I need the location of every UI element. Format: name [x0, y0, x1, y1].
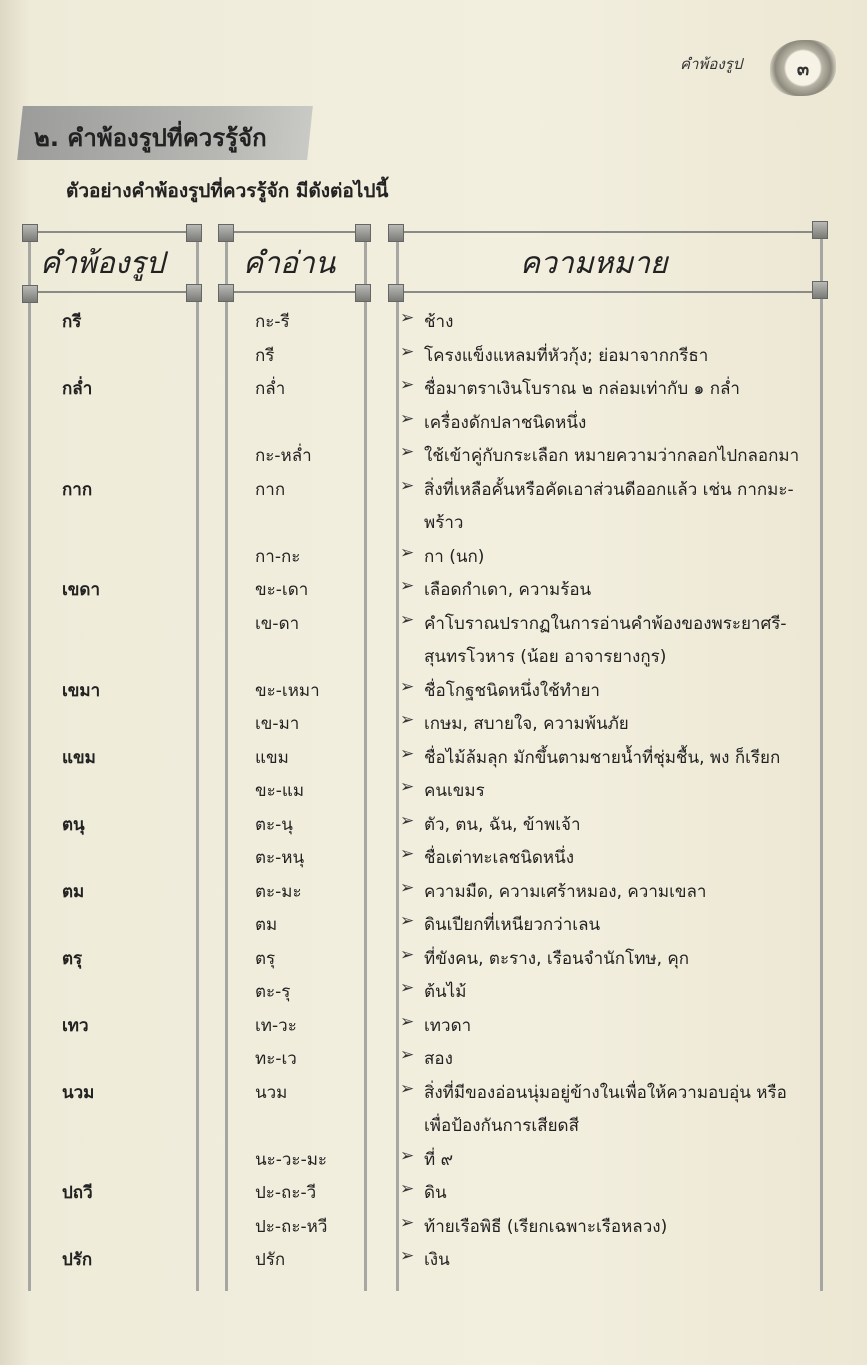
homograph-word: นวม	[62, 1082, 95, 1103]
header-bottom-rule	[29, 291, 197, 293]
reading: ขะ-แม	[255, 781, 305, 801]
page-number: ๓	[796, 58, 810, 80]
table-row	[0, 475, 867, 533]
arrow-bullet-icon: ➢	[400, 576, 415, 596]
table-row	[0, 409, 867, 443]
table-row	[0, 576, 867, 610]
reading: กาก	[255, 479, 286, 500]
section-title: ๒. คำพ้องรูปที่ควรรู้จัก	[34, 124, 267, 152]
arrow-bullet-icon: ➢	[400, 542, 415, 563]
corner-ornament	[22, 224, 38, 242]
table-row	[0, 543, 867, 577]
arrow-bullet-icon: ➢	[400, 911, 415, 931]
reading: เข-ดา	[255, 613, 300, 634]
corner-ornament	[812, 221, 828, 239]
header-bottom-rule	[397, 291, 822, 293]
arrow-bullet-icon: ➢	[400, 1011, 415, 1032]
table-row	[0, 710, 867, 744]
table-row	[0, 945, 867, 979]
homograph-word: ตนุ	[62, 814, 85, 835]
reading: ขะ-เหมา	[255, 680, 320, 701]
arrow-bullet-icon: ➢	[400, 475, 415, 496]
meaning-text: คำโบราณปรากฏในการอ่านคำพ้องของพระยาศรี-	[424, 613, 787, 634]
reading: ปะ-ถะ-วี	[255, 1183, 317, 1203]
meaning-text: สิ่งที่เหลือคั้นหรือคัดเอาส่วนดีออกแล้ว เช่น กากมะ-	[424, 479, 794, 500]
reading: กะ-หล่ำ	[255, 446, 312, 466]
meaning-text: สิ่งที่มีของอ่อนนุ่มอยู่ข้างในเพื่อให้ความอบอุ่น หรือ	[424, 1082, 787, 1103]
table-row	[0, 1146, 867, 1180]
reading: นะ-วะ-มะ	[255, 1149, 328, 1170]
header-bottom-rule	[226, 291, 365, 293]
meaning-text: กา (นก)	[424, 546, 485, 567]
table-row	[0, 609, 867, 667]
table-row	[0, 1246, 867, 1280]
corner-ornament	[388, 284, 404, 302]
corner-ornament	[355, 284, 371, 302]
homograph-word: ปถวี	[62, 1183, 93, 1203]
reading: ตะ-นุ	[255, 814, 293, 835]
arrow-bullet-icon: ➢	[400, 844, 415, 864]
meaning-text: สุนทรโวหาร (น้อย อาจารยางกูร)	[424, 647, 667, 667]
table-row	[0, 308, 867, 342]
table-row	[0, 844, 867, 878]
meaning-text: ความมืด, ความเศร้าหมอง, ความเขลา	[424, 881, 707, 902]
reading: ตม	[255, 915, 278, 935]
arrow-bullet-icon: ➢	[400, 710, 415, 730]
meaning-text: โครงแข็งแหลมที่หัวกุ้ง; ย่อมาจากกรีธา	[424, 345, 709, 366]
meaning-text: ท้ายเรือพิธี (เรียกเฉพาะเรือหลวง)	[424, 1216, 668, 1237]
arrow-bullet-icon: ➢	[400, 1145, 415, 1166]
arrow-bullet-icon: ➢	[400, 1179, 415, 1199]
table-row	[0, 442, 867, 476]
arrow-bullet-icon: ➢	[400, 1212, 415, 1233]
reading: ตรุ	[255, 948, 276, 969]
reading: ตะ-มะ	[255, 881, 302, 902]
header-top-rule	[397, 231, 822, 233]
corner-ornament	[355, 224, 371, 242]
header-top-rule	[226, 231, 365, 233]
reading: กา-กะ	[255, 546, 301, 567]
reading: ตะ-หนุ	[255, 848, 305, 868]
page-number-ornament	[770, 40, 836, 96]
meaning-text: เครื่องดักปลาชนิดหนึ่ง	[424, 412, 587, 433]
homograph-word: ปรัก	[62, 1250, 93, 1270]
intro-text: ตัวอย่างคำพ้องรูปที่ควรรู้จัก มีดังต่อไปนี้	[66, 180, 389, 202]
corner-ornament	[186, 284, 202, 302]
arrow-bullet-icon: ➢	[400, 375, 415, 395]
reading: ปะ-ถะ-หวี	[255, 1216, 328, 1237]
meaning-text: ตัว, ตน, ฉัน, ข้าพเจ้า	[424, 814, 581, 835]
meaning-text: เกษม, สบายใจ, ความพ้นภัย	[424, 714, 629, 734]
reading: เข-มา	[255, 714, 300, 734]
table-row	[0, 1045, 867, 1079]
corner-ornament	[218, 224, 234, 242]
table-row	[0, 744, 867, 778]
arrow-bullet-icon: ➢	[400, 810, 415, 831]
homograph-word: เทว	[62, 1015, 89, 1036]
meaning-text: ชื่อไม้ล้มลุก มักขึ้นตามชายน้ำที่ชุ่มชื้น, พง ก็เรียก	[424, 747, 781, 768]
meaning-text: ช้าง	[424, 312, 454, 332]
homograph-word: กล่ำ	[62, 379, 93, 399]
arrow-bullet-icon: ➢	[400, 442, 415, 462]
arrow-bullet-icon: ➢	[400, 408, 415, 429]
homograph-word: เขมา	[62, 680, 101, 701]
header-meaning: ความหมาย	[520, 246, 668, 281]
arrow-bullet-icon: ➢	[400, 1246, 415, 1266]
arrow-bullet-icon: ➢	[400, 1078, 415, 1099]
corner-ornament	[186, 224, 202, 242]
meaning-text: เทวดา	[424, 1015, 472, 1036]
meaning-text: ดิน	[424, 1183, 447, 1203]
meaning-text: เลือดกำเดา, ความร้อน	[424, 580, 592, 600]
table-row	[0, 342, 867, 376]
running-head: คำพ้องรูป	[680, 55, 743, 73]
table-row	[0, 677, 867, 711]
arrow-bullet-icon: ➢	[400, 1045, 415, 1065]
meaning-text: ดินเปียกที่เหนียวกว่าเลน	[424, 915, 601, 935]
corner-ornament	[218, 284, 234, 302]
corner-ornament	[22, 285, 38, 303]
table-row	[0, 878, 867, 912]
arrow-bullet-icon: ➢	[400, 743, 415, 764]
meaning-text: เพื่อป้องกันการเสียดสี	[424, 1116, 579, 1136]
meaning-text: ต้นไม้	[424, 982, 467, 1002]
reading: ขะ-เดา	[255, 580, 309, 600]
meaning-text: คนเขมร	[424, 781, 485, 801]
reading: ตะ-รุ	[255, 982, 291, 1002]
arrow-bullet-icon: ➢	[400, 944, 415, 965]
corner-ornament	[388, 224, 404, 242]
table-row	[0, 978, 867, 1012]
reading: นวม	[255, 1082, 288, 1103]
arrow-bullet-icon: ➢	[400, 777, 415, 797]
homograph-word: เขดา	[62, 580, 101, 600]
reading: เท-วะ	[255, 1015, 297, 1036]
meaning-text: สอง	[424, 1049, 453, 1069]
table-row	[0, 1179, 867, 1213]
table-row	[0, 1078, 867, 1136]
reading: ทะ-เว	[255, 1049, 297, 1069]
meaning-text: ชื่อเต่าทะเลชนิดหนึ่ง	[424, 848, 575, 868]
arrow-bullet-icon: ➢	[400, 609, 415, 630]
table-row	[0, 777, 867, 811]
reading: กะ-รี	[255, 312, 290, 332]
arrow-bullet-icon: ➢	[400, 978, 415, 998]
meaning-text: พร้าว	[424, 513, 464, 533]
meaning-text: ใช้เข้าคู่กับกระเลือก หมายความว่ากลอกไปกลอกมา	[424, 446, 800, 466]
header-top-rule	[29, 231, 197, 233]
corner-ornament	[812, 281, 828, 299]
reading: แขม	[255, 747, 289, 768]
arrow-bullet-icon: ➢	[400, 308, 415, 328]
homograph-word: ตม	[62, 881, 85, 902]
meaning-text: เงิน	[424, 1250, 450, 1270]
reading: ปรัก	[255, 1250, 286, 1270]
header-reading: คำอ่าน	[243, 246, 336, 281]
table-row	[0, 375, 867, 409]
homograph-word: แขม	[62, 747, 96, 768]
meaning-text: ชื่อโกฐชนิดหนึ่งใช้ทำยา	[424, 680, 600, 701]
reading: กรี	[255, 345, 275, 366]
table-row	[0, 811, 867, 845]
meaning-text: ที่ขังคน, ตะราง, เรือนจำนักโทษ, คุก	[424, 948, 690, 969]
homograph-word: ตรุ	[62, 948, 83, 969]
meaning-text: ที่ ๙	[424, 1149, 454, 1170]
arrow-bullet-icon: ➢	[400, 341, 415, 362]
homograph-word: กาก	[62, 479, 93, 500]
header-word: คำพ้องรูป	[40, 246, 165, 281]
arrow-bullet-icon: ➢	[400, 877, 415, 898]
arrow-bullet-icon: ➢	[400, 676, 415, 697]
meaning-text: ชื่อมาตราเงินโบราณ ๒ กล่อมเท่ากับ ๑ กล่ำ	[424, 379, 740, 399]
homograph-word: กรี	[62, 312, 82, 332]
table-row	[0, 911, 867, 945]
reading: กล่ำ	[255, 379, 286, 399]
table-row	[0, 1213, 867, 1247]
table-row	[0, 1012, 867, 1046]
